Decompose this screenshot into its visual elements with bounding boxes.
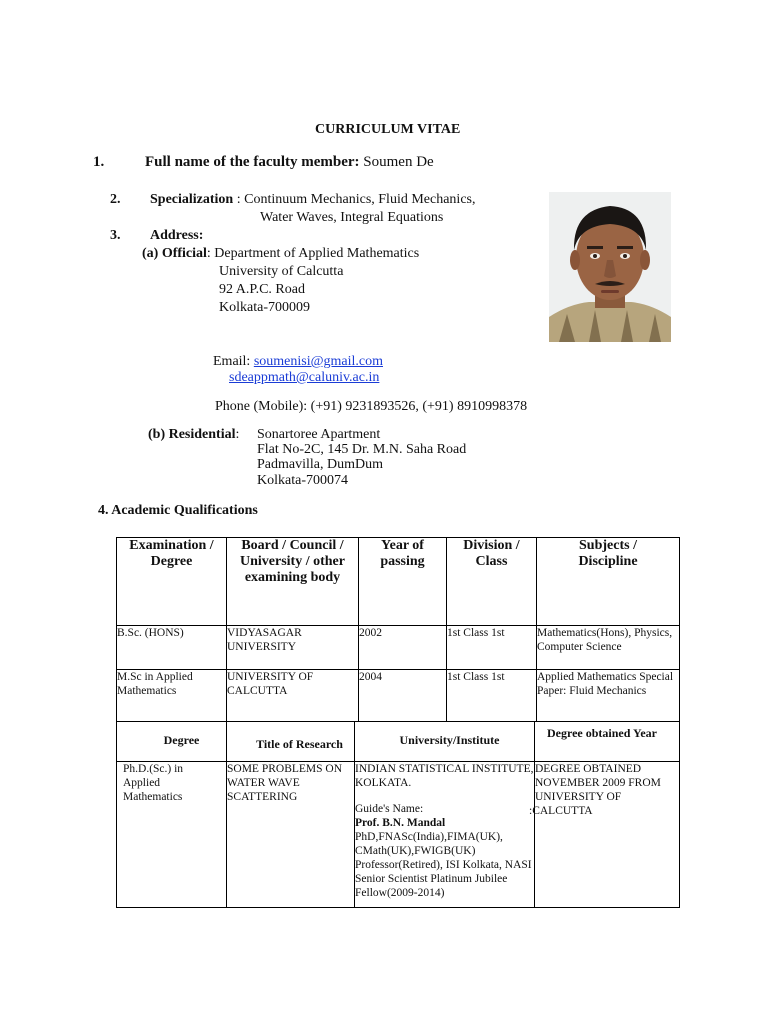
email-label: Email: [213,354,251,369]
item-3-number: 3. [110,228,121,243]
qualifications-table [116,537,680,722]
research-row [117,762,680,908]
specialization-label: Specialization [150,192,234,207]
cell-division: 1st Class 1st [447,626,537,670]
research-header-row [117,722,680,762]
cell-research-title: SOME PROBLEMS ON WATER WAVE SCATTERING [227,762,355,908]
header-board: Board / Council / University / other examining body [227,538,359,626]
page-title: CURRICULUM VITAE [315,122,461,137]
cell-degree: B.Sc. (HONS) [117,626,227,670]
phone-row: Phone (Mobile): (+91) 9231893526, (+91) 8910998378 [215,399,528,414]
header-subjects: Subjects / Discipline [537,538,680,626]
specialization-line-1: : Continuum Mechanics, Fluid Mechanics, [236,192,476,207]
email-row-2 [229,370,379,386]
year-suffix: :CALCUTTA [529,805,593,817]
official-line-4: Kolkata-700009 [219,300,310,315]
profile-photo [549,192,671,342]
cell-subjects: Applied Mathematics Special Paper: Fluid Mechanics [537,670,680,722]
specialization-line-2: Water Waves, Integral Equations [260,210,444,225]
section-academic-qualifications: 4. Academic Qualifications [98,503,258,518]
residential-line-3: Padmavilla, DumDum [257,457,383,472]
guide-label: Guide's Name: [355,803,424,815]
full-name-value: Soumen De [363,154,434,170]
cell-degree: M.Sc in Applied Mathematics [117,670,227,722]
official-line-1: : Department of Applied Mathematics [206,246,420,261]
cell-board: UNIVERSITY OF CALCUTTA [227,670,359,722]
header-title-of-research: Title of Research [227,722,355,762]
official-row [142,246,419,262]
cell-subjects: Mathematics(Hons), Physics, Computer Science [537,626,680,670]
full-name-colon: : [354,154,360,170]
guide-details: PhD,FNASc(India),FIMA(UK), CMath(UK),FWIGB(UK) Professor(Retired), ISI Kolkata, NASI Senior Scientist Platinum Jubilee Fellow(2009-2014) [355,831,532,899]
cell-research-year: DEGREE OBTAINED NOVEMBER 2009 FROM UNIVERSITY OF :CALCUTTA [535,762,680,908]
cell-year: 2002 [359,626,447,670]
guide-name: Prof. B.N. Mandal [355,817,446,829]
research-table [116,721,680,908]
item-2-row [150,192,475,208]
cell-research-institute: INDIAN STATISTICAL INSTITUTE, KOLKATA. Guide's Name: Prof. B.N. Mandal PhD,FNASc(India),FIMA(UK), CMath(UK),FWIGB(UK) Professor(Retired), ISI Kolkata, NASI Senior Scientist Platinum Jubilee Fellow(2009-2014) [355,762,535,908]
item-1-row [145,154,434,171]
email-link-1[interactable]: soumenisi@gmail.com [253,354,383,369]
cell-board: VIDYASAGAR UNIVERSITY [227,626,359,670]
header-year: Year of passing [359,538,447,626]
official-line-3: 92 A.P.C. Road [219,282,305,297]
header-examination: Examination / Degree [117,538,227,626]
full-name-label: Full name of the faculty member [145,154,355,170]
cell-year: 2004 [359,670,447,722]
table-row [117,670,680,722]
header-division: Division / Class [447,538,537,626]
item-1-number: 1. [93,154,105,170]
header-university-institute: University/Institute [355,722,535,762]
portrait-image [549,192,671,342]
email-row [213,354,383,370]
cell-division: 1st Class 1st [447,670,537,722]
residential-line-4: Kolkata-700074 [257,473,348,488]
residential-colon: : [235,427,240,442]
item-2-number: 2. [110,192,121,207]
email-link-2[interactable]: sdeappmath@caluniv.ac.in [229,370,380,385]
official-line-2: University of Calcutta [219,264,344,279]
header-degree: Degree [117,722,227,762]
residential-row [148,427,239,443]
address-label: Address: [150,228,204,243]
table-row [117,626,680,670]
residential-label: (b) Residential [148,427,236,442]
table-header-row [117,538,680,626]
header-degree-obtained-year: Degree obtained Year [535,722,680,762]
residential-line-1: Sonartoree Apartment [257,427,381,442]
official-label: (a) Official [142,246,207,261]
cell-research-degree: Ph.D.(Sc.) in Applied Mathematics [117,762,227,908]
residential-line-2: Flat No-2C, 145 Dr. M.N. Saha Road [257,442,467,457]
